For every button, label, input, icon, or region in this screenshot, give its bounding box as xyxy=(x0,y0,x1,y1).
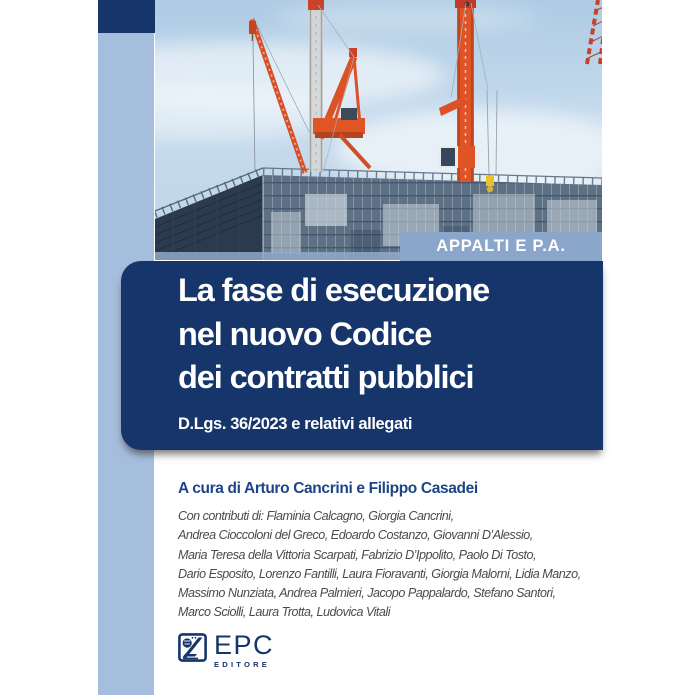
accent-tab xyxy=(98,0,155,33)
category-badge xyxy=(400,232,602,261)
contributors-line: Massimo Nunziata, Andrea Palmieri, Jacopo Pappalardo, Stefano Santori, xyxy=(178,586,556,601)
title-line: La fase di esecuzione xyxy=(178,272,490,308)
book-subtitle: D.Lgs. 36/2023 e relativi allegati xyxy=(178,415,413,433)
construction-cranes-photo xyxy=(155,0,602,260)
category-label: APPALTI E P.A. xyxy=(436,237,566,255)
contributors-line: Dario Esposito, Lorenzo Fantilli, Laura Fioravanti, Giorgia Malorni, Lidia Manzo, xyxy=(178,566,581,581)
contributors-line: Marco Sciolli, Laura Trotta, Ludovica Vitali xyxy=(178,605,391,620)
publisher-tagline: EDITORE xyxy=(214,660,271,669)
contributors-line: Maria Teresa della Vittoria Scarpati, Fabrizio D’Ippolito, Paolo Di Tosto, xyxy=(178,547,537,562)
publisher-wordmark xyxy=(214,630,275,669)
contributors-list xyxy=(178,507,638,623)
title-line: dei contratti pubblici xyxy=(178,359,474,395)
contributors-line: Andrea Cioccoloni del Greco, Edoardo Costanzo, Giovanni D’Alessio, xyxy=(178,528,533,543)
curators-line: A cura di Arturo Cancrini e Filippo Casadei xyxy=(178,480,478,497)
epc-logo-icon xyxy=(178,633,207,662)
publisher-name: EPC xyxy=(214,630,275,660)
publisher-logo xyxy=(178,630,275,669)
book-title xyxy=(178,269,618,400)
contributors-line: Con contributi di: Flaminia Calcagno, Giorgia Cancrini, xyxy=(178,509,454,523)
title-line: nel nuovo Codice xyxy=(178,315,432,352)
